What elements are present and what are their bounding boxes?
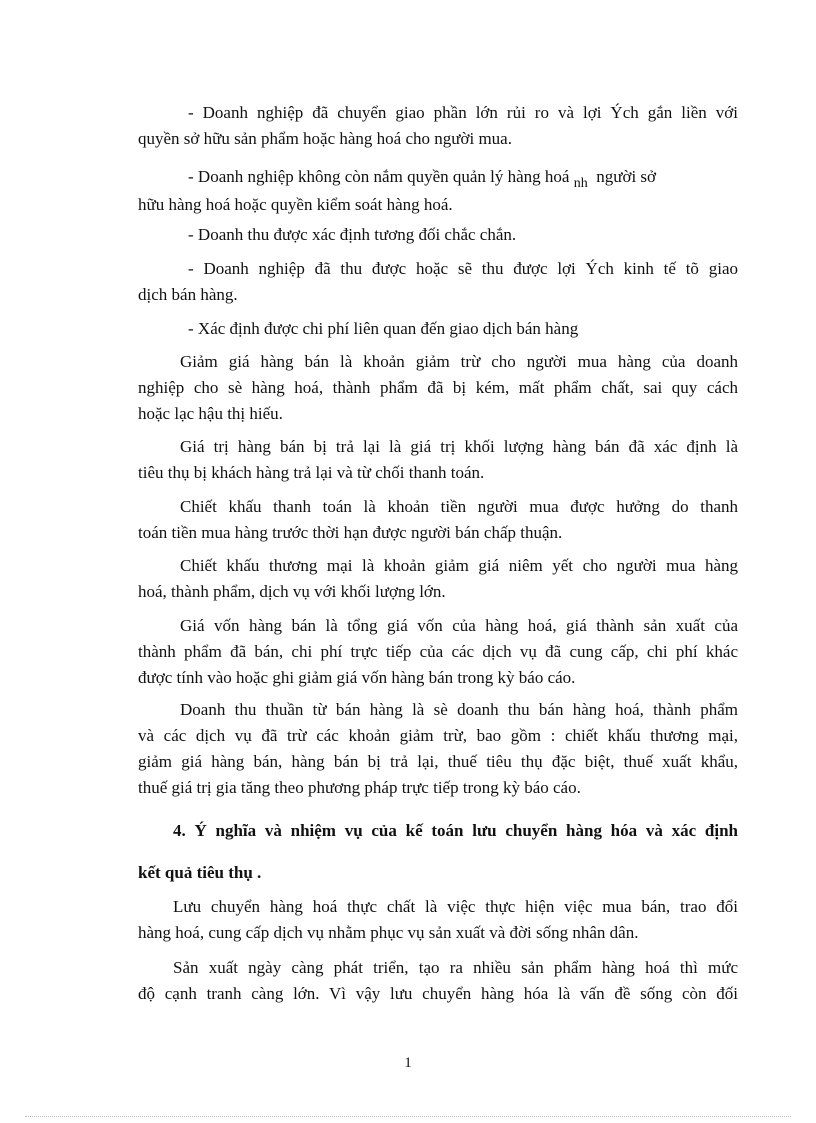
paragraph-economic-benefit: - Doanh nghiệp đã thu được hoặc sẽ thu được lợi Ých kinh tế tõ giao dịch bán hàng. xyxy=(138,259,738,304)
paragraph-net-revenue: Doanh thu thuần từ bán hàng là sè doanh thu bán hàng hoá, thành phẩm và các dịch vụ đã trừ các khoản giảm trừ, bao gồm : chiết khấu thương mại, giảm giá hàng bán, hàng bán bị trả lại, thuế tiêu thụ đặc biệt, thuế xuất khẩu, thuế giá trị gia tăng theo phương pháp trực tiếp trong kỳ báo cáo. xyxy=(138,700,738,797)
paragraph-sales-discount: Giảm giá hàng bán là khoản giảm trừ cho người mua hàng của doanh nghiệp cho sè hàng hoá, thành phẩm đã bị kém, mất phẩm chất, sai quy cách hoặc lạc hậu thị hiếu. xyxy=(138,352,738,423)
paragraph-cost-determined: - Xác định được chi phí liên quan đến giao dịch bán hàng xyxy=(188,319,579,338)
paragraph-circulation-definition: Lưu chuyển hàng hoá thực chất là việc thực hiện việc mua bán, trao đổi hàng hoá, cung cấp dịch vụ nhằm phục vụ sản xuất và đời sống nhân dân. xyxy=(138,897,738,942)
paragraph-no-control: - Doanh nghiệp không còn nắm quyền quản lý hàng hoá $_{nh}$ người sở hữu hàng hoá hoặc quyền kiểm soát hàng hoá. xyxy=(138,167,657,214)
paragraph-trade-discount: Chiết khấu thương mại là khoản giảm giá niêm yết cho người mua hàng hoá, thành phẩm, dịch vụ với khối lượng lớn. xyxy=(138,556,738,601)
paragraph-revenue-certain: - Doanh thu được xác định tương đối chắc chắn. xyxy=(188,225,517,244)
page-number: 1 xyxy=(404,1055,412,1071)
section-heading: 4. Ý nghĩa và nhiệm vụ của kế toán lưu chuyển hàng hóa và xác định kết quả tiêu thụ . xyxy=(138,821,738,882)
paragraph-returned-goods: Giá trị hàng bán bị trả lại là giá trị khối lượng hàng bán đã xác định là tiêu thụ bị khách hàng trả lại và từ chối thanh toán. xyxy=(138,437,738,482)
paragraph-transfer-risk: - Doanh nghiệp đã chuyển giao phần lớn rủi ro và lợi Ých gắn liền với quyền sở hữu sản phẩm hoặc hàng hoá cho người mua. xyxy=(138,103,738,148)
paragraph-cost-of-goods: Giá vốn hàng bán là tổng giá vốn của hàng hoá, giá thành sản xuất của thành phẩm đã bán, chi phí trực tiếp của các dịch vụ đã cung cấp, chi phí khác được tính vào hoặc ghi giảm giá vốn hàng bán trong kỳ báo cáo. xyxy=(138,616,738,687)
page-bottom-border xyxy=(25,1116,791,1117)
paragraph-production-growth: Sản xuất ngày càng phát triển, tạo ra nhiều sản phẩm hàng hoá thì mức độ cạnh tranh càng lớn. Vì vậy lưu chuyển hàng hóa là vấn đề sống còn đối xyxy=(138,958,738,1003)
paragraph-payment-discount: Chiết khấu thanh toán là khoản tiền người mua được hưởng do thanh toán tiền mua hàng trước thời hạn được người bán chấp thuận. xyxy=(138,497,738,542)
